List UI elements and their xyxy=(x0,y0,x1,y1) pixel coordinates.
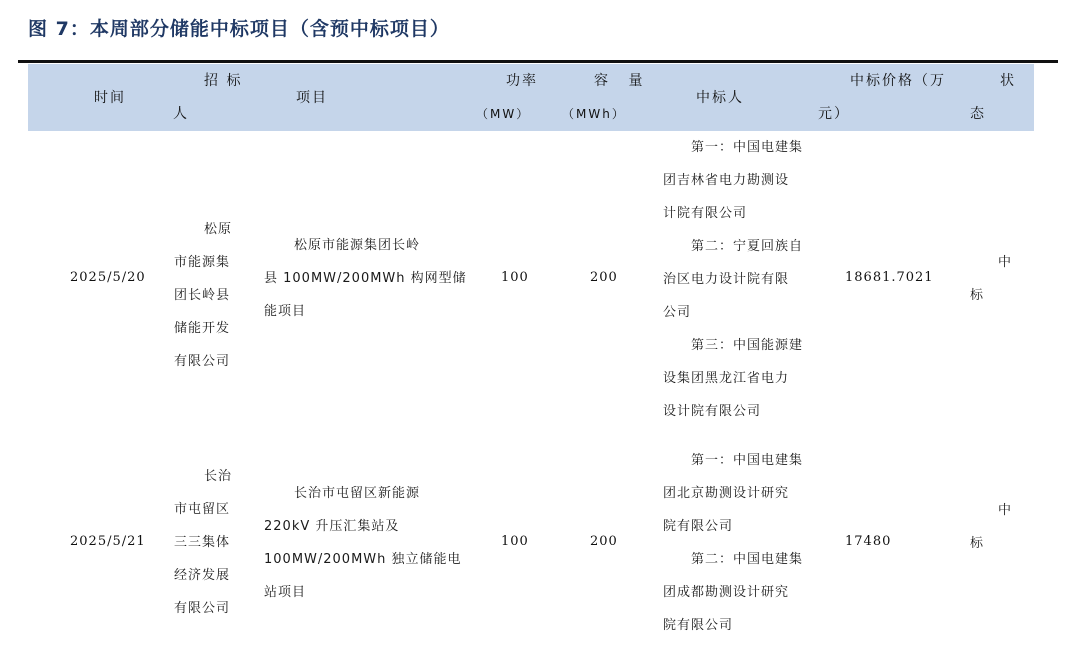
winner-line: 第二：宁夏回族自 xyxy=(691,239,804,254)
project-line: 松原市能源集团长岭 xyxy=(294,238,421,253)
tenderer-line: 市屯留区 xyxy=(174,502,231,517)
header-price-line2: 元） xyxy=(818,106,850,122)
tenderer-line: 松原 xyxy=(204,222,233,237)
winner-line: 设计院有限公司 xyxy=(663,404,762,419)
tenderer-line: 长治 xyxy=(204,469,233,484)
header-winner: 中标人 xyxy=(696,90,744,106)
tenderer-line: 有限公司 xyxy=(174,354,231,369)
winner-line: 团吉林省电力勘测设 xyxy=(663,173,790,188)
project-line: 100MW/200MWh 独立储能电 xyxy=(264,552,462,567)
header-status-line2: 态 xyxy=(970,106,986,122)
header-capacity-line2: （MWh） xyxy=(562,107,626,121)
project-line: 长治市屯留区新能源 xyxy=(294,486,421,501)
winner-line: 院有限公司 xyxy=(663,618,734,633)
row-date: 2025/5/20 xyxy=(70,270,146,285)
winner-line: 第一：中国电建集 xyxy=(691,453,804,468)
header-price-line1: 中标价格（万 xyxy=(850,73,946,89)
status-line: 标 xyxy=(970,288,985,303)
row-power: 100 xyxy=(501,270,529,285)
header-tenderer-line1: 招 标 xyxy=(204,73,243,89)
row-tenderer xyxy=(174,460,232,625)
row-status xyxy=(970,246,1012,312)
row-price: 18681.7021 xyxy=(845,270,934,285)
tenderer-line: 经济发展 xyxy=(174,568,231,583)
winner-line: 计院有限公司 xyxy=(663,206,748,221)
row-status xyxy=(970,494,1012,560)
row-tenderer xyxy=(174,213,232,378)
winner-line: 设集团黑龙江省电力 xyxy=(663,371,790,386)
winner-line: 公司 xyxy=(663,305,692,320)
header-time: 时间 xyxy=(94,90,126,106)
tenderer-line: 有限公司 xyxy=(174,601,231,616)
winner-line: 第三：中国能源建 xyxy=(691,338,804,353)
top-rule xyxy=(18,60,1058,63)
row-project xyxy=(264,477,462,609)
header-power-line2: （MW） xyxy=(476,107,531,121)
status-line: 标 xyxy=(970,536,985,551)
status-line: 中 xyxy=(998,255,1013,270)
header-project: 项目 xyxy=(296,90,328,106)
winner-line: 团北京勘测设计研究 xyxy=(663,486,790,501)
row-price: 17480 xyxy=(845,534,892,549)
tenderer-line: 三三集体 xyxy=(174,535,231,550)
winner-line: 治区电力设计院有限 xyxy=(663,272,790,287)
tenderer-line: 市能源集 xyxy=(174,255,231,270)
header-capacity-line1: 容 量 xyxy=(594,73,651,89)
project-line: 县 100MW/200MWh 构网型储 xyxy=(264,271,467,286)
winner-line: 第一：中国电建集 xyxy=(691,140,804,155)
row-capacity: 200 xyxy=(590,270,618,285)
header-tenderer-line2: 人 xyxy=(173,106,189,122)
tenderer-line: 储能开发 xyxy=(174,321,231,336)
winner-line: 团成都勘测设计研究 xyxy=(663,585,790,600)
winner-line: 第二：中国电建集 xyxy=(691,552,804,567)
row-power: 100 xyxy=(501,534,529,549)
row-winner xyxy=(663,444,803,642)
row-capacity: 200 xyxy=(590,534,618,549)
figure-title: 图 7：本周部分储能中标项目（含预中标项目） xyxy=(28,18,450,40)
row-winner xyxy=(663,131,803,428)
project-line: 站项目 xyxy=(264,585,307,600)
table-header xyxy=(28,64,1034,131)
tenderer-line: 团长岭县 xyxy=(174,288,231,303)
winner-line: 院有限公司 xyxy=(663,519,734,534)
project-line: 能项目 xyxy=(264,304,307,319)
row-project xyxy=(264,229,467,328)
header-power-line1: 功率 xyxy=(506,73,538,89)
row-date: 2025/5/21 xyxy=(70,534,146,549)
project-line: 220kV 升压汇集站及 xyxy=(264,519,400,534)
status-line: 中 xyxy=(998,503,1013,518)
header-status-line1: 状 xyxy=(1000,73,1016,89)
